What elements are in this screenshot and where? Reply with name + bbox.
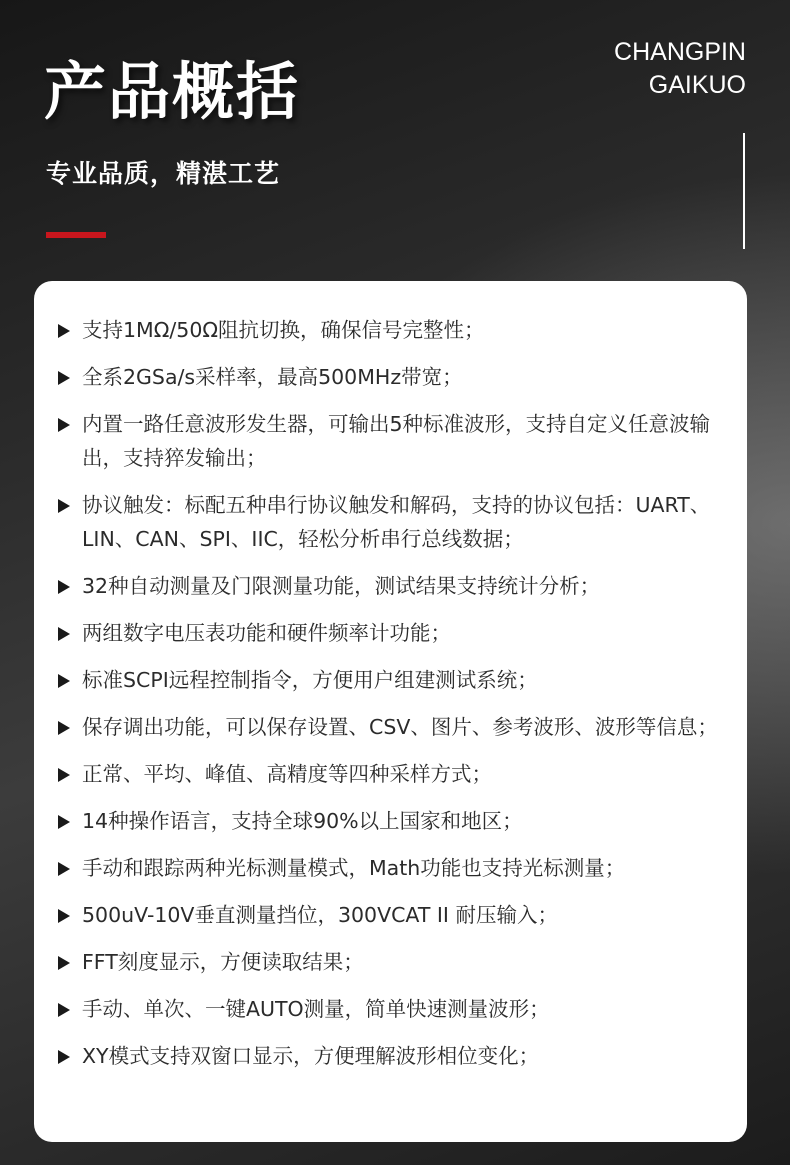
triangle-bullet-icon bbox=[58, 418, 70, 432]
triangle-bullet-icon bbox=[58, 956, 70, 970]
feature-card bbox=[34, 281, 747, 1142]
feature-text: 内置一路任意波形发生器，可输出5种标准波形，支持自定义任意波输出，支持猝发输出； bbox=[82, 412, 711, 470]
feature-list bbox=[34, 281, 747, 1073]
feature-item bbox=[56, 945, 721, 979]
feature-item bbox=[56, 757, 721, 791]
feature-text: 保存调出功能，可以保存设置、CSV、图片、参考波形、波形等信息； bbox=[82, 715, 718, 739]
page-title: 产品概括 bbox=[44, 55, 301, 128]
page-subtitle: 专业品质，精湛工艺 bbox=[46, 159, 281, 188]
vertical-divider bbox=[743, 133, 745, 249]
feature-item bbox=[56, 851, 721, 885]
triangle-bullet-icon bbox=[58, 371, 70, 385]
feature-text: 手动、单次、一键AUTO测量，简单快速测量波形； bbox=[82, 997, 550, 1021]
feature-text: 标准SCPI远程控制指令，方便用户组建测试系统； bbox=[82, 668, 538, 692]
feature-item bbox=[56, 804, 721, 838]
feature-text: 手动和跟踪两种光标测量模式，Math功能也支持光标测量； bbox=[82, 856, 626, 880]
triangle-bullet-icon bbox=[58, 499, 70, 513]
triangle-bullet-icon bbox=[58, 768, 70, 782]
feature-text: FFT刻度显示，方便读取结果； bbox=[82, 950, 364, 974]
feature-item bbox=[56, 488, 721, 556]
triangle-bullet-icon bbox=[58, 324, 70, 338]
feature-item bbox=[56, 992, 721, 1026]
triangle-bullet-icon bbox=[58, 862, 70, 876]
feature-text: 500uV-10V垂直测量挡位，300VCAT II 耐压输入； bbox=[82, 903, 558, 927]
feature-item bbox=[56, 360, 721, 394]
feature-item bbox=[56, 898, 721, 932]
feature-item bbox=[56, 663, 721, 697]
feature-item bbox=[56, 1039, 721, 1073]
feature-text: 32种自动测量及门限测量功能，测试结果支持统计分析； bbox=[82, 574, 601, 598]
triangle-bullet-icon bbox=[58, 674, 70, 688]
english-title-line-1: CHANGPIN bbox=[614, 38, 746, 66]
feature-text: 正常、平均、峰值、高精度等四种采样方式； bbox=[82, 762, 492, 786]
triangle-bullet-icon bbox=[58, 721, 70, 735]
feature-item bbox=[56, 407, 721, 475]
triangle-bullet-icon bbox=[58, 1003, 70, 1017]
feature-text: 14种操作语言，支持全球90%以上国家和地区； bbox=[82, 809, 523, 833]
feature-text: 两组数字电压表功能和硬件频率计功能； bbox=[82, 621, 451, 645]
triangle-bullet-icon bbox=[58, 909, 70, 923]
accent-bar bbox=[46, 232, 106, 238]
feature-item bbox=[56, 569, 721, 603]
triangle-bullet-icon bbox=[58, 627, 70, 641]
feature-text: XY模式支持双窗口显示，方便理解波形相位变化； bbox=[82, 1044, 540, 1068]
feature-text: 协议触发：标配五种串行协议触发和解码，支持的协议包括：UART、LIN、CAN、SPI、IIC，轻松分析串行总线数据； bbox=[82, 493, 711, 551]
triangle-bullet-icon bbox=[58, 580, 70, 594]
english-title bbox=[614, 36, 746, 102]
triangle-bullet-icon bbox=[58, 1050, 70, 1064]
feature-text: 支持1MΩ/50Ω阻抗切换，确保信号完整性； bbox=[82, 318, 485, 342]
triangle-bullet-icon bbox=[58, 815, 70, 829]
english-title-line-2: GAIKUO bbox=[648, 71, 746, 99]
feature-item bbox=[56, 710, 721, 744]
feature-item bbox=[56, 313, 721, 347]
feature-text: 全系2GSa/s采样率，最高500MHz带宽； bbox=[82, 365, 463, 389]
feature-item bbox=[56, 616, 721, 650]
